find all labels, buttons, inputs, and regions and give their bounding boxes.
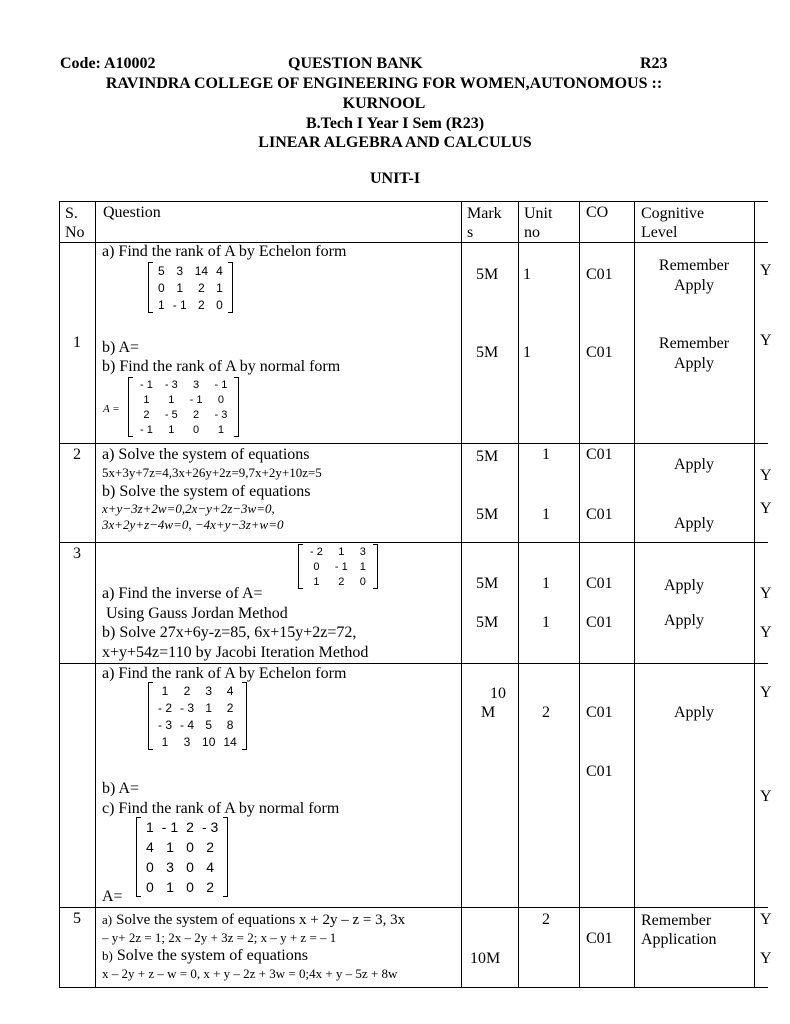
row2-marks-a: 5M	[476, 448, 499, 465]
matrix-cell: 0	[359, 575, 366, 588]
row3-question-b-cont: x+y+54z=110 by Jacobi Iteration Method	[102, 644, 369, 661]
matrix-cell: 3	[166, 859, 174, 875]
matrix-table	[154, 262, 227, 313]
matrix-row	[304, 559, 372, 574]
row1-unit-a: 1	[523, 266, 531, 283]
row3-edge-b: Y	[760, 624, 772, 641]
row1-level-b: Remember Apply	[658, 335, 730, 372]
matrix-cell: - 4	[180, 717, 195, 732]
college-city: KURNOOL	[342, 95, 426, 112]
matrix-row	[134, 377, 233, 392]
row4-unit: 2	[542, 704, 550, 721]
matrix-cell: - 3	[201, 819, 219, 835]
row1-marks-a: 5M	[476, 266, 499, 283]
row3-level-b: Apply	[664, 612, 704, 629]
row1-sno: 1	[73, 334, 81, 351]
matrix-cell: 2	[186, 819, 194, 835]
subject-name: LINEAR ALGEBRA AND CALCULUS	[258, 134, 532, 151]
college-name: RAVINDRA COLLEGE OF ENGINEERING FOR WOMEN,AUTONOMOUS ::	[105, 75, 663, 92]
row2-co-a: C01	[586, 446, 613, 463]
matrix-cell: 3	[176, 263, 184, 278]
matrix-cell: - 3	[164, 378, 178, 391]
row5-equations-a: – y+ 2z = 1; 2x – 2y + 3z = 2; x – y + z = – 1	[102, 930, 337, 945]
matrix-cell: 2	[338, 575, 345, 588]
col-marks-header: Mark s	[467, 205, 502, 241]
matrix-cell: 1	[158, 297, 165, 312]
row3-sno: 3	[73, 545, 81, 562]
row3-unit-a: 1	[542, 575, 550, 592]
matrix-row	[154, 682, 241, 699]
matrix-cell: 5	[158, 263, 165, 278]
matrix-cell: 4	[226, 683, 234, 698]
row5-edge-b: Y	[760, 950, 772, 967]
row1-question-a: a) Find the rank of A by Echelon form	[102, 243, 347, 260]
matrix-table	[142, 817, 222, 897]
matrix-row	[304, 544, 372, 559]
row1-unit-b: 1	[523, 344, 531, 361]
matrix-table	[154, 682, 241, 750]
matrix-cell: 1	[161, 734, 169, 749]
row2-equations-b2: 3x+2y+z−4w=0, −4x+y−3z+w=0	[102, 517, 284, 532]
matrix-cell: 2	[193, 408, 200, 421]
col-unit-header: Unit no	[524, 205, 553, 241]
row1-edge-a: Y	[760, 262, 772, 279]
row4-edge-a: Y	[760, 684, 772, 701]
matrix-cell: 0	[216, 297, 223, 312]
row3-matrix	[298, 544, 378, 589]
matrix-cell: 2	[226, 700, 234, 715]
matrix-row	[154, 279, 227, 296]
matrix-cell: 5	[205, 717, 213, 732]
regulation: R23	[640, 55, 668, 72]
matrix-table	[304, 544, 372, 589]
row1-edge-b: Y	[760, 332, 772, 349]
matrix-cell: - 2	[158, 700, 173, 715]
course-name: B.Tech I Year I Sem (R23)	[305, 115, 485, 132]
matrix-cell: - 3	[158, 717, 173, 732]
matrix-row	[154, 733, 241, 750]
matrix-cell: - 1	[172, 297, 187, 312]
row4-level: Apply	[674, 704, 714, 721]
matrix-cell: 0	[146, 879, 154, 895]
row5-equations-b: x – 2y + z – w = 0, x + y – 2z + 3w = 0;4x + y – 5z + 8w	[102, 966, 398, 981]
matrix-cell: 10	[202, 734, 216, 749]
matrix-row	[154, 699, 241, 716]
matrix-cell: 0	[186, 859, 194, 875]
row2-equations-a: 5x+3y+7z=4,3x+26y+2z=9,7x+2y+10z=5	[102, 465, 322, 480]
matrix-row	[154, 262, 227, 279]
matrix-cell: 0	[193, 423, 200, 436]
row2-question-b: b) Solve the system of equations	[102, 483, 311, 500]
matrix-cell: 1	[168, 393, 175, 406]
row4-edge-b: Y	[760, 788, 772, 805]
matrix-cell: 0	[217, 393, 225, 406]
row4-question-b-label: b) A=	[102, 780, 140, 797]
matrix-cell: 3	[193, 378, 200, 391]
row4-question-c: c) Find the rank of A by normal form	[102, 800, 340, 817]
row3-question-a: a) Find the inverse of A=	[102, 585, 263, 602]
row1-co-a: C01	[586, 266, 613, 283]
matrix-row	[154, 296, 227, 313]
matrix-cell: - 1	[334, 560, 348, 573]
matrix-cell: 0	[146, 859, 154, 875]
row3-question-a-method: Using Gauss Jordan Method	[102, 605, 288, 622]
row5-sno: 5	[73, 910, 81, 927]
row1-question-b-label: b) A=	[102, 339, 140, 356]
row4-matrix-a	[148, 682, 247, 750]
row1-level-a: Remember Apply	[658, 257, 730, 294]
row3-marks-b: 5M	[476, 614, 499, 631]
matrix-cell: - 5	[164, 408, 178, 421]
matrix-cell: 0	[158, 280, 165, 295]
row5-edge-a: Y	[760, 911, 772, 928]
row2-equations-b1: x+y−3z+2w=0,2x−y+2z−3w=0,	[102, 501, 275, 516]
row5-question-b: b) Solve the system of equations	[102, 947, 308, 964]
matrix-cell: 2	[198, 297, 205, 312]
question-code: Code: A10002	[60, 55, 156, 72]
col-level-header: Cognitive Level	[641, 205, 705, 241]
matrix-cell: - 3	[214, 408, 228, 421]
matrix-cell: 3	[183, 734, 191, 749]
matrix-cell: 2	[143, 408, 150, 421]
matrix-cell: 1	[166, 839, 174, 855]
row1-marks-b: 5M	[476, 344, 499, 361]
matrix-cell: - 3	[180, 700, 195, 715]
matrix-cell: 2	[183, 683, 191, 698]
row2-unit-a: 1	[542, 446, 550, 463]
matrix-row	[142, 877, 222, 897]
matrix-cell: 1	[217, 423, 225, 436]
matrix-row	[142, 837, 222, 857]
row1-matrix-b	[128, 377, 239, 437]
matrix-cell: 1	[216, 280, 223, 295]
matrix-cell: 4	[216, 263, 223, 278]
row2-edge-b: Y	[760, 500, 772, 517]
row4-co-a: C01	[586, 704, 613, 721]
matrix-cell: 2	[206, 839, 214, 855]
row2-level-b: Apply	[674, 515, 714, 532]
row5-marks: 10M	[470, 950, 501, 967]
matrix-row	[134, 422, 233, 437]
row4-marks: 10 M	[481, 685, 506, 721]
matrix-cell: 1	[313, 575, 320, 588]
matrix-cell: 2	[198, 280, 205, 295]
row3-question-b: b) Solve 27x+6y-z=85, 6x+15y+2z=72,	[102, 624, 357, 641]
matrix-cell: 0	[313, 560, 320, 573]
row3-co-b: C01	[586, 614, 613, 631]
matrix-cell: 4	[146, 839, 154, 855]
matrix-row	[134, 407, 233, 422]
matrix-cell: 1	[146, 819, 154, 835]
matrix-cell: 14	[223, 734, 237, 749]
matrix-cell: - 2	[310, 545, 323, 558]
matrix-cell: 1	[176, 280, 184, 295]
matrix-cell: 1	[359, 560, 366, 573]
matrix-cell: 1	[338, 545, 345, 558]
row5-unit: 2	[542, 911, 550, 928]
matrix-row	[142, 817, 222, 837]
row3-level-a: Apply	[664, 577, 704, 594]
matrix-cell: - 1	[140, 423, 153, 436]
col-question-header: Question	[103, 204, 161, 221]
row3-co-a: C01	[586, 575, 613, 592]
row2-co-b: C01	[586, 506, 613, 523]
matrix-cell: 14	[194, 263, 209, 278]
matrix-cell: - 1	[140, 378, 153, 391]
matrix-cell: 0	[186, 839, 194, 855]
matrix-cell: 1	[168, 423, 175, 436]
matrix-cell: 8	[226, 717, 234, 732]
row1-co-b: C01	[586, 344, 613, 361]
row2-edge-a: Y	[760, 467, 772, 484]
matrix-cell: - 1	[161, 819, 179, 835]
matrix-cell: 4	[206, 859, 214, 875]
matrix-cell: 2	[206, 879, 214, 895]
unit-title: UNIT-I	[369, 170, 421, 187]
matrix-row	[134, 392, 233, 407]
row2-marks-b: 5M	[476, 506, 499, 523]
col-sno-header: S. No	[65, 205, 85, 241]
row3-unit-b: 1	[542, 614, 550, 631]
row4-matrix-b	[136, 817, 228, 897]
matrix-cell: 1	[166, 879, 174, 895]
row5-question-a: a) Solve the system of equations x + 2y – z = 3, 3x	[102, 912, 406, 928]
col-co-header: CO	[586, 204, 609, 221]
row2-sno: 2	[73, 446, 81, 463]
matrix-cell: 1	[161, 683, 169, 698]
row4-co-b: C01	[586, 763, 613, 780]
matrix-cell: 0	[186, 879, 194, 895]
row3-marks-a: 5M	[476, 575, 499, 592]
row1-matrix-a	[148, 262, 233, 313]
row2-unit-b: 1	[542, 506, 550, 523]
matrix-cell: - 1	[189, 393, 203, 406]
row4-matrix-b-label: A=	[102, 888, 123, 905]
matrix-cell: - 1	[214, 378, 228, 391]
question-bank-title: QUESTION BANK	[288, 55, 423, 72]
row5-co: C01	[586, 930, 613, 947]
matrix-table	[134, 377, 233, 437]
matrix-row	[142, 857, 222, 877]
matrix-cell: 1	[205, 700, 213, 715]
row5-level: Remember Application	[641, 912, 717, 948]
matrix-cell: 3	[359, 545, 366, 558]
row1-matrix-b-label: A =	[103, 403, 120, 415]
matrix-row	[304, 574, 372, 589]
matrix-cell: 3	[205, 683, 213, 698]
row2-question-a: a) Solve the system of equations	[102, 446, 310, 463]
row1-question-b: b) Find the rank of A by normal form	[102, 358, 341, 375]
matrix-cell: 1	[143, 393, 150, 406]
row2-level-a: Apply	[674, 456, 714, 473]
row3-edge-a: Y	[760, 585, 772, 602]
matrix-row	[154, 716, 241, 733]
row4-question-a: a) Find the rank of A by Echelon form	[102, 665, 347, 682]
